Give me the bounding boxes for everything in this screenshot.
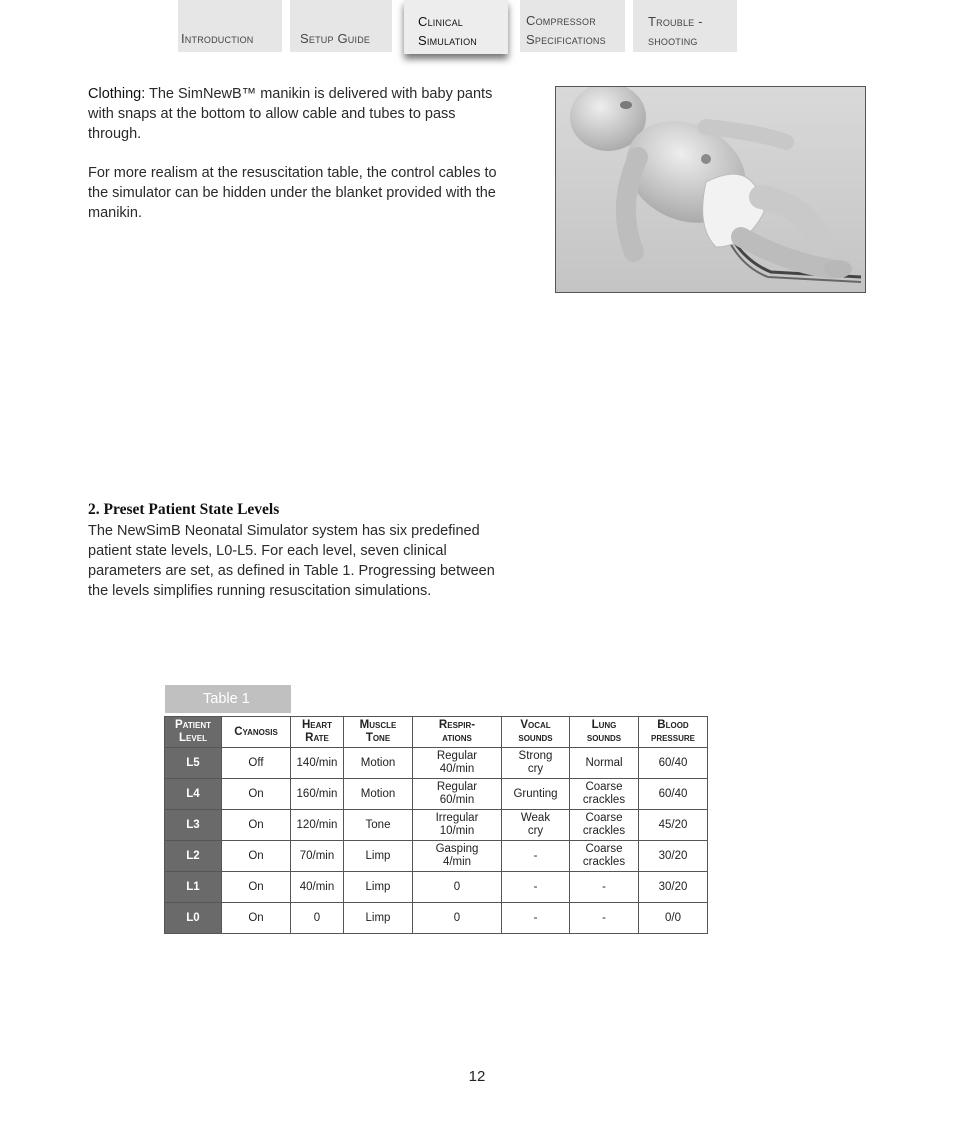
cell-line: Grunting [513, 787, 558, 800]
cell-line: Tone [365, 818, 391, 831]
table-cell [291, 903, 344, 934]
cell-line: 40/min [439, 763, 475, 775]
table-cell [291, 872, 344, 903]
level-cell [165, 872, 222, 903]
table-cell [222, 872, 291, 903]
table-cell [222, 903, 291, 934]
cell-line: Regular [436, 781, 478, 793]
table-header-cell [502, 717, 570, 748]
header-line: pressure [650, 732, 695, 744]
table-cell [570, 810, 639, 841]
cell-line: crackles [582, 794, 626, 806]
table-cell [344, 841, 413, 872]
table-cell [639, 903, 708, 934]
header-line: ations [442, 732, 472, 744]
table-cell [413, 779, 502, 810]
table-cell [291, 779, 344, 810]
level-cell [165, 779, 222, 810]
table-cell [570, 872, 639, 903]
cell-line: L0 [186, 911, 200, 924]
cell-line: - [602, 880, 606, 893]
cell-line: 30/20 [658, 849, 688, 862]
cell-line: Coarse [585, 781, 623, 793]
cell-line: 0/0 [665, 911, 681, 924]
table-cell [413, 841, 502, 872]
cell-line: 30/20 [658, 880, 688, 893]
table-cell [639, 841, 708, 872]
table-cell [413, 872, 502, 903]
cell-line: L1 [186, 880, 200, 893]
cell-line: cry [527, 763, 544, 775]
page-number: 12 [468, 1068, 486, 1085]
cell-line: Coarse [585, 812, 623, 824]
cell-line: Strong [518, 750, 553, 762]
cell-line: 140/min [296, 756, 338, 769]
table-cell [570, 779, 639, 810]
table-header-cell [165, 717, 222, 748]
header-line: sounds [518, 732, 553, 744]
cell-line: - [533, 849, 538, 862]
table-cell [502, 810, 570, 841]
table-cell [413, 810, 502, 841]
table-cell [222, 748, 291, 779]
table-caption: Table 1 [165, 685, 291, 713]
cell-line: Normal [585, 756, 623, 769]
patient-levels-table [164, 716, 708, 934]
table-row [165, 841, 708, 872]
header-line: Respir- [438, 719, 476, 731]
realism-paragraph: For more realism at the resuscitation table, the control cables to the simulator can be hidden under the blanket provided with the manikin. [88, 165, 497, 221]
table-cell [639, 779, 708, 810]
table-row [165, 810, 708, 841]
cell-line: 60/40 [658, 756, 688, 769]
tab-label-line2: Simulation [418, 33, 478, 48]
tab-compressor-specifications[interactable] [520, 0, 625, 52]
header-line: Vocal [520, 719, 551, 731]
cell-line: 120/min [296, 818, 338, 831]
cell-line: Regular [436, 750, 478, 762]
clothing-label: Clothing: [88, 86, 146, 102]
clothing-text: The SimNewB™ manikin is delivered with baby pants with snaps at the bottom to allow cable and tubes to pass through. [88, 86, 493, 142]
tab-label-line1: Trouble - [648, 14, 703, 29]
table-header-cell [639, 717, 708, 748]
cell-line: crackles [582, 856, 626, 868]
cell-line: - [533, 880, 538, 893]
tab-label-line1: Clinical [418, 14, 464, 29]
table-cell [502, 748, 570, 779]
cell-line: 45/20 [658, 818, 688, 831]
cell-line: 4/min [442, 856, 472, 868]
tab-introduction[interactable] [178, 0, 282, 52]
cell-line: 0 [313, 911, 321, 924]
table-row [165, 748, 708, 779]
header-line: Level [179, 732, 207, 744]
cell-line: L5 [186, 756, 200, 769]
header-line: Patient [175, 719, 211, 731]
table-cell [344, 903, 413, 934]
level-cell [165, 903, 222, 934]
cell-line: Motion [360, 787, 396, 800]
cell-line: On [248, 818, 264, 831]
table-cell [222, 810, 291, 841]
table-cell [291, 748, 344, 779]
cell-line: Motion [360, 756, 396, 769]
table-cell [344, 810, 413, 841]
tab-troubleshooting[interactable] [633, 0, 737, 52]
table-header-cell [222, 717, 291, 748]
table-cell [639, 748, 708, 779]
cell-line: 10/min [439, 825, 475, 837]
table-row [165, 903, 708, 934]
table-cell [502, 872, 570, 903]
cell-line: 0 [453, 880, 461, 893]
level-cell [165, 810, 222, 841]
level-cell [165, 841, 222, 872]
cell-line: On [248, 880, 264, 893]
cell-line: 40/min [299, 880, 335, 893]
cell-line: On [248, 787, 264, 800]
table-cell [413, 903, 502, 934]
table-header-cell [570, 717, 639, 748]
header-line: Tone [365, 732, 391, 744]
table-header-cell [344, 717, 413, 748]
cell-line: 160/min [296, 787, 338, 800]
manikin-photo [555, 86, 866, 293]
header-line: Rate [305, 732, 329, 744]
cell-line: Limp [365, 880, 391, 893]
table-cell [502, 841, 570, 872]
table-cell [291, 841, 344, 872]
cell-line: Irregular [435, 812, 479, 824]
cell-line: Coarse [585, 843, 623, 855]
header-line: Muscle [359, 719, 397, 731]
cell-line: Limp [365, 849, 391, 862]
cell-line: Weak [520, 812, 551, 824]
cell-line: On [248, 849, 264, 862]
header-line: Lung [591, 719, 617, 731]
tab-label-line1: Compressor [526, 13, 596, 28]
cell-line: Gasping [435, 843, 479, 855]
cell-line: 0 [453, 911, 461, 924]
level-cell [165, 748, 222, 779]
table-cell [344, 779, 413, 810]
header-line: sounds [586, 732, 622, 744]
tab-label-line2: Specifications [526, 32, 606, 47]
header-line: Heart [301, 719, 333, 731]
table-cell [291, 810, 344, 841]
cell-line: 70/min [299, 849, 335, 862]
table-header-row [165, 717, 708, 748]
table-cell [222, 779, 291, 810]
cell-line: Off [248, 756, 264, 769]
section-heading: 2. Preset Patient State Levels [88, 501, 280, 518]
cell-line: L3 [186, 818, 200, 831]
table-cell [413, 748, 502, 779]
cell-line: - [533, 911, 538, 924]
cell-line: cry [527, 825, 544, 837]
tab-setup-guide[interactable] [290, 0, 392, 52]
table-cell [502, 903, 570, 934]
table-cell [570, 903, 639, 934]
tab-label: Introduction [181, 31, 254, 46]
table-row [165, 779, 708, 810]
tab-clinical-simulation[interactable] [404, 0, 508, 54]
table-cell [639, 810, 708, 841]
cell-line: L2 [186, 849, 200, 862]
table-cell [344, 748, 413, 779]
header-line: Cyanosis [234, 725, 278, 738]
tab-label-line2: shooting [648, 33, 698, 48]
table-header-cell [291, 717, 344, 748]
table-cell [502, 779, 570, 810]
cell-line: Limp [365, 911, 391, 924]
cell-line: On [248, 911, 264, 924]
preset-paragraph: The NewSimB Neonatal Simulator system has six predefined patient state levels, L0-L5. For each level, seven clinical parameters are set, as defined in Table 1. Progressing between the levels simplifies running resuscitation simulations. [88, 523, 495, 599]
header-line: Blood [657, 719, 689, 731]
table-cell [222, 841, 291, 872]
table-cell [639, 872, 708, 903]
clothing-paragraph [88, 84, 498, 144]
cell-line: L4 [186, 787, 200, 800]
table-cell [570, 841, 639, 872]
cell-line: 60/min [439, 794, 475, 806]
tab-label: Setup Guide [300, 31, 371, 46]
table-cell [344, 872, 413, 903]
cell-line: 60/40 [658, 787, 688, 800]
table-cell [570, 748, 639, 779]
table-header-cell [413, 717, 502, 748]
cell-line: crackles [582, 825, 626, 837]
table-row [165, 872, 708, 903]
cell-line: - [602, 911, 606, 924]
